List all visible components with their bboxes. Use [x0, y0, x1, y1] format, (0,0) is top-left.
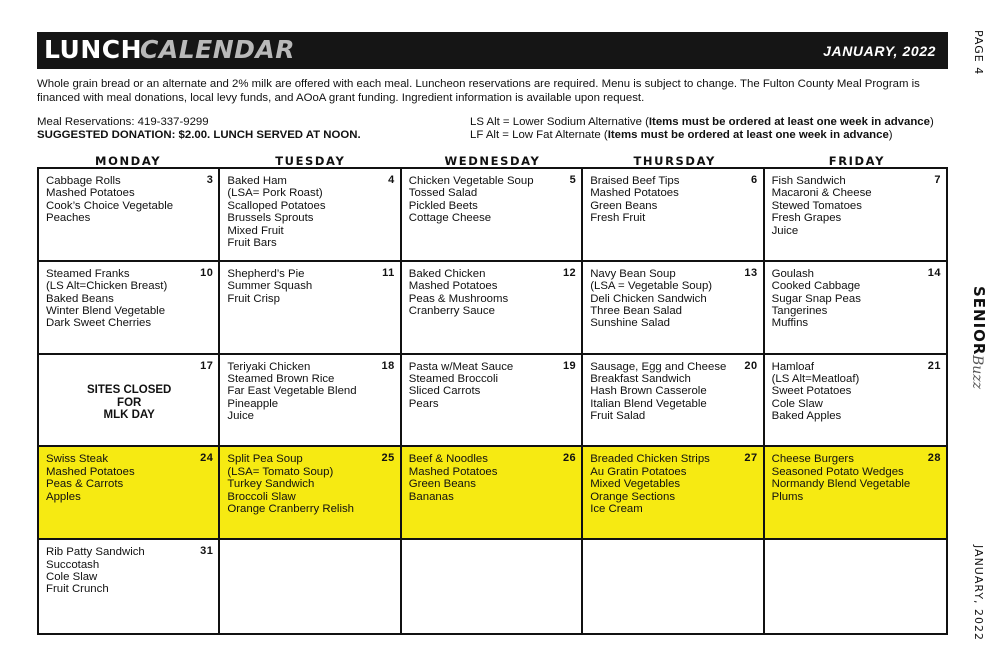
title-banner — [37, 32, 948, 69]
day-cell — [39, 169, 220, 262]
date-number: 31 — [200, 545, 214, 558]
date-number: 27 — [744, 452, 758, 465]
reservation-info — [37, 116, 361, 142]
day-cell — [402, 169, 583, 262]
closed-notice: SITES CLOSED FOR MLK DAY — [87, 384, 172, 422]
date-number: 7 — [934, 174, 941, 186]
page-number: PAGE 4 — [972, 30, 985, 76]
date-number: 4 — [388, 174, 395, 186]
date-number: 19 — [562, 359, 577, 372]
day-cell — [220, 355, 401, 448]
date-number: 11 — [382, 266, 395, 279]
menu-items: Shepherd’s Pie Summer Squash Fruit Crisp — [227, 267, 313, 305]
day-cell — [765, 447, 946, 540]
menu-items: Split Pea Soup (LSA= Tomato Soup) Turkey Sandwich Broccoli Slaw Orange Cranberry Relish — [227, 453, 355, 516]
date-number: 18 — [381, 359, 395, 372]
day-cell — [583, 540, 764, 633]
day-cell — [583, 447, 764, 540]
menu-items: Navy Bean Soup (LSA = Vegetable Soup) Deli Chicken Sandwich Three Bean Salad Sunshine Salad — [590, 267, 713, 330]
title-lunch: LUNCH — [44, 35, 143, 64]
day-cell — [765, 169, 946, 262]
menu-items: Teriyaki Chicken Steamed Brown Rice Far East Vegetable Blend Pineapple Juice — [227, 360, 357, 423]
date-number: 28 — [927, 452, 941, 465]
reservation-phone: Meal Reservations: 419-337-9299 — [37, 116, 209, 128]
day-cell — [402, 540, 583, 633]
calendar-grid — [37, 167, 948, 635]
day-cell — [39, 447, 220, 540]
day-cell — [220, 262, 401, 355]
day-cell — [220, 447, 401, 540]
menu-items: Hamloaf (LS Alt=Meatloaf) Sweet Potatoes Cole Slaw Baked Apples — [771, 360, 860, 423]
lf-alt-close: ) — [888, 129, 893, 141]
date-number: 5 — [569, 174, 577, 186]
lf-alt-note — [470, 129, 934, 142]
day-cell — [583, 169, 764, 262]
date-number: 17 — [200, 359, 214, 372]
ls-alt-note — [470, 116, 934, 129]
menu-items: Baked Ham (LSA= Pork Roast) Scalloped Potatoes Brussels Sprouts Mixed Fruit Fruit Bars — [227, 175, 326, 250]
date-number: 21 — [927, 359, 941, 372]
day-cell — [220, 169, 401, 262]
menu-items: Cabbage Rolls Mashed Potatoes Cook’s Choice Vegetable Peaches — [46, 175, 174, 225]
menu-items: Cheese Burgers Seasoned Potato Wedges Normandy Blend Vegetable Plums — [771, 453, 911, 503]
day-cell — [39, 262, 220, 355]
day-cell — [220, 540, 401, 633]
publication-name: SENIOR — [970, 286, 988, 356]
ls-alt-label: LS Alt = Lower Sodium Alternative ( — [470, 116, 649, 128]
lf-alt-label: LF Alt = Low Fat Alternate ( — [470, 129, 608, 141]
day-cell — [765, 262, 946, 355]
ls-alt-warning: Items must be ordered at least one week in advance — [648, 116, 930, 128]
day-cell — [402, 447, 583, 540]
menu-items: Swiss Steak Mashed Potatoes Peas & Carrots Apples — [46, 453, 135, 503]
day-cell — [402, 262, 583, 355]
day-cell — [402, 355, 583, 448]
menu-items: Sausage, Egg and Cheese Breakfast Sandwich Hash Brown Casserole Italian Blend Vegetable Fruit Salad — [590, 360, 727, 423]
publication-logo: Buzz — [969, 355, 985, 390]
date-number: 3 — [206, 174, 214, 186]
weekday-header — [37, 154, 948, 168]
intro-text: Whole grain bread or an alternate and 2% milk are offered with each meal. Luncheon reservations are required. Menu is subject to change. The Fulton County Meal Program is financed with meal donations, local levy funds, and AOoA grant funding. Ingredient information is available upon request. — [37, 78, 920, 104]
date-number: 13 — [744, 266, 758, 279]
menu-items: Goulash Cooked Cabbage Sugar Snap Peas Tangerines Muffins — [771, 267, 861, 330]
day-thursday: THURSDAY — [633, 154, 716, 168]
menu-items: Rib Patty Sandwich Succotash Cole Slaw Fruit Crunch — [46, 546, 145, 596]
day-cell — [765, 540, 946, 633]
day-wednesday: WEDNESDAY — [444, 154, 541, 168]
date-number: 6 — [750, 174, 758, 186]
day-monday: MONDAY — [95, 154, 162, 168]
day-cell — [765, 355, 946, 448]
date-number: 14 — [927, 266, 941, 279]
menu-items: Steamed Franks (LS Alt=Chicken Breast) Baked Beans Winter Blend Vegetable Dark Sweet Cherries — [46, 267, 168, 330]
sidebar-date: JANUARY, 2022 — [972, 545, 985, 642]
menu-items: Chicken Vegetable Soup Tossed Salad Pickled Beets Cottage Cheese — [408, 175, 534, 225]
date-number: 24 — [200, 452, 214, 465]
ls-alt-close: ) — [929, 116, 934, 128]
menu-items: Braised Beef Tips Mashed Potatoes Green Beans Fresh Fruit — [590, 175, 680, 225]
alternatives-legend — [470, 116, 934, 142]
menu-items: Fish Sandwich Macaroni & Cheese Stewed Tomatoes Fresh Grapes Juice — [771, 175, 872, 237]
day-cell — [39, 355, 220, 448]
menu-items: Beef & Noodles Mashed Potatoes Green Beans Bananas — [408, 453, 498, 503]
date-number: 25 — [381, 452, 395, 465]
day-tuesday: TUESDAY — [275, 154, 346, 168]
day-cell — [583, 355, 764, 448]
title-calendar: CALENDAR — [140, 35, 295, 64]
day-cell — [583, 262, 764, 355]
day-friday: FRIDAY — [828, 154, 886, 168]
date-number: 12 — [562, 266, 577, 279]
menu-items: Baked Chicken Mashed Potatoes Peas & Mushrooms Cranberry Sauce — [408, 267, 509, 318]
banner-date: JANUARY, 2022 — [823, 43, 936, 59]
lf-alt-warning: Items must be ordered at least one week in advance — [607, 129, 889, 141]
date-number: 10 — [200, 266, 214, 279]
suggested-donation: SUGGESTED DONATION: $2.00. LUNCH SERVED AT NOON. — [37, 129, 361, 141]
day-cell — [39, 540, 220, 633]
menu-items: Breaded Chicken Strips Au Gratin Potatoes Mixed Vegetables Orange Sections Ice Cream — [590, 453, 710, 516]
menu-items: Pasta w/Meat Sauce Steamed Broccoli Sliced Carrots Pears — [408, 360, 514, 410]
date-number: 20 — [744, 359, 758, 372]
date-number: 26 — [562, 452, 577, 465]
